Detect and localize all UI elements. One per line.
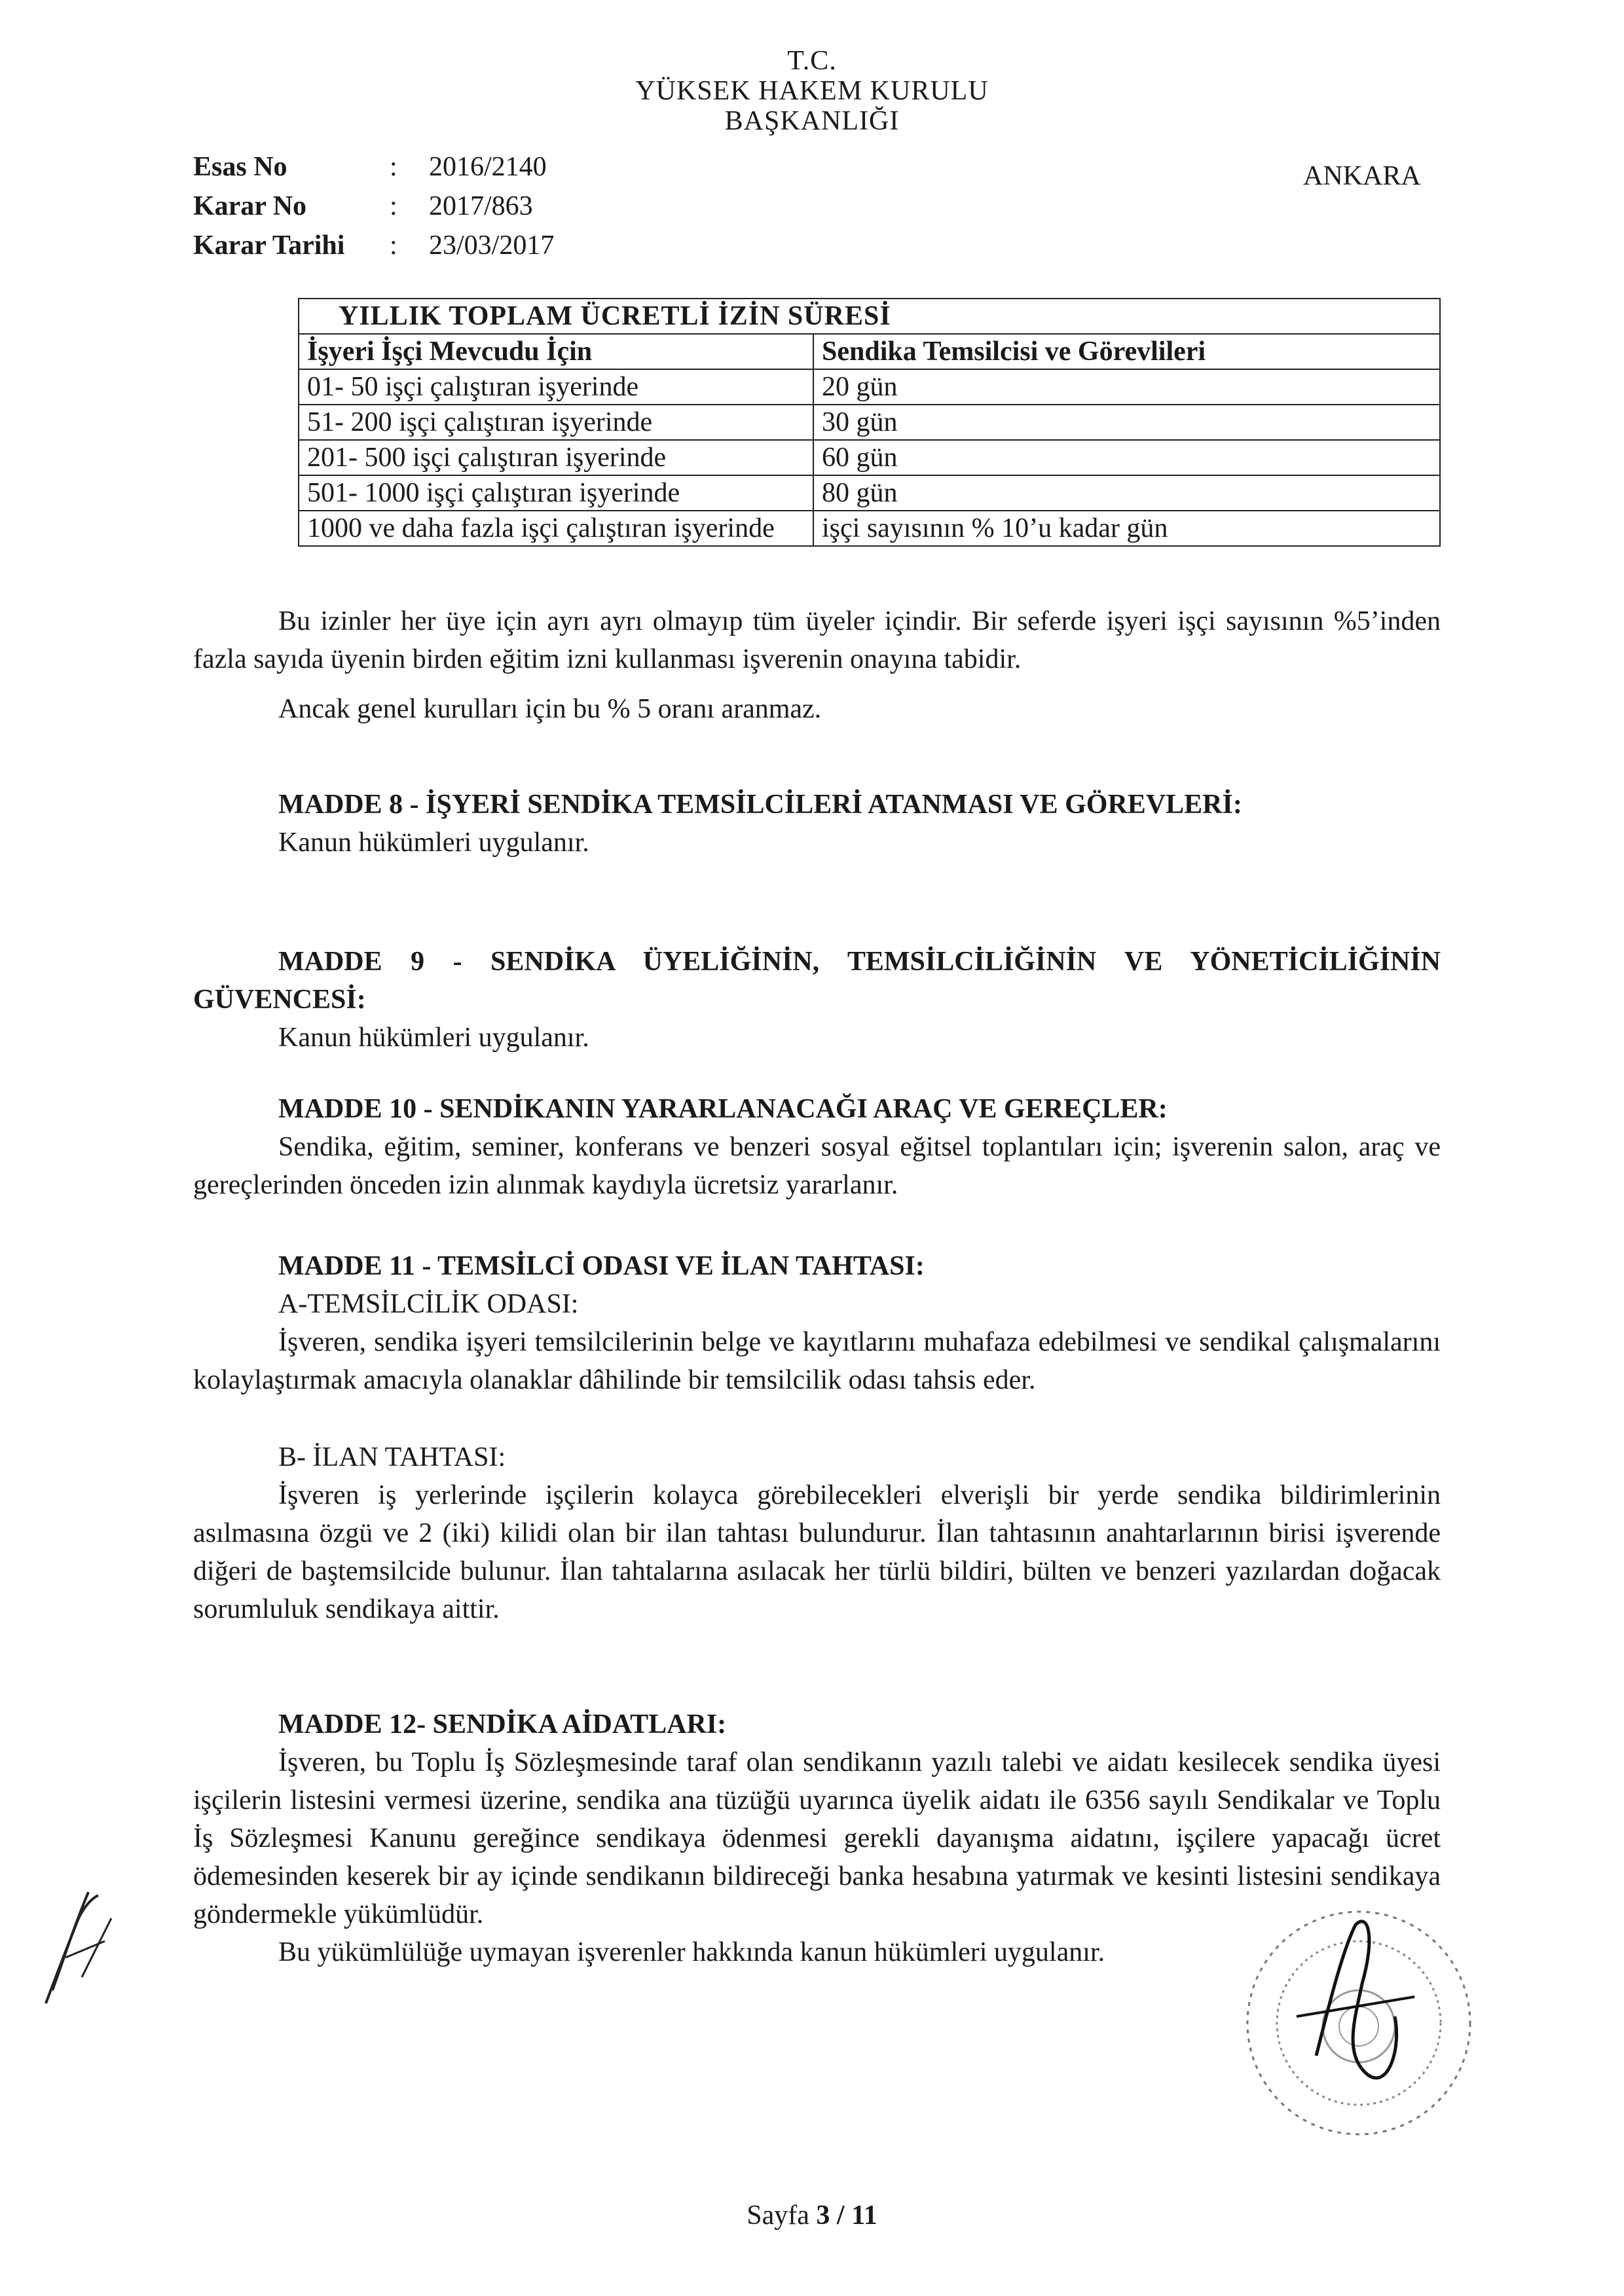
cell-workers: 51- 200 işçi çalıştıran işyerinde <box>299 405 813 440</box>
cell-days: 30 gün <box>813 405 1440 440</box>
article-12-text-2: Bu yükümlülüğe uymayan işverenler hakkında kanun hükümleri uygulanır. <box>278 1937 1105 1967</box>
article-11-a-text: İşveren, sendika işyeri temsilcilerinin belge ve kayıtlarını muhafaza edebilmesi ve sendikal çalışmalarını kolaylaştırmak amacıyla olanaklar dâhilinde bir temsilcilik odası tahsis eder. <box>193 1327 1441 1395</box>
page-current: 3 <box>816 2200 830 2231</box>
article-10 <box>193 1090 1441 1204</box>
article-8-heading: MADDE 8 - İŞYERİ SENDİKA TEMSİLCİLERİ ATANMASI VE GÖREVLERİ: <box>278 790 1242 820</box>
karar-value: 2017/863 <box>429 191 533 221</box>
case-metadata <box>193 147 554 265</box>
meta-row-tarih <box>193 226 554 265</box>
meta-row-karar <box>193 187 554 226</box>
header-tc: T.C. <box>787 46 837 76</box>
city: ANKARA <box>1303 161 1421 191</box>
cell-workers: 1000 ve daha fazla işçi çalıştıran işyerinde <box>299 511 813 546</box>
handwritten-initials-signature <box>26 1879 124 2010</box>
column-header-workers: İşyeri İşçi Mevcudu İçin <box>299 334 813 369</box>
table-row <box>299 511 1440 546</box>
cell-days: 20 gün <box>813 369 1440 405</box>
document-header <box>0 46 1624 136</box>
column-header-days: Sendika Temsilcisi ve Görevlileri <box>813 334 1440 369</box>
page-footer <box>0 2200 1624 2231</box>
meta-row-esas <box>193 147 554 187</box>
article-11-b-text: İşveren iş yerlerinde işçilerin kolayca görebilecekleri elverişli bir yerde sendika bildirimlerinin asılmasına özgü ve 2 (iki) kilidi olan bir ilan tahtası bulundurur. İlan tahtasının anahtarlarının birisi işverende diğeri de baştemsilcide bulunur. İlan tahtalarına asılacak her türlü bildiri, bülten ve benzeri yazılardan doğacak sorumluluk sendikaya aittir. <box>193 1480 1441 1624</box>
header-presidency: BAŞKANLIĞI <box>724 106 900 136</box>
page-separator: / <box>836 2200 845 2231</box>
leave-note-exception: Ancak genel kurulları için bu % 5 oranı aranmaz. <box>278 694 822 724</box>
article-9-text: Kanun hükümleri uygulanır. <box>278 1023 589 1053</box>
table-title: YILLIK TOPLAM ÜCRETLİ İZİN SÜRESİ <box>299 299 1440 334</box>
article-8-text: Kanun hükümleri uygulanır. <box>278 828 589 858</box>
cell-workers: 501- 1000 işçi çalıştıran işyerinde <box>299 475 813 511</box>
article-10-heading: MADDE 10 - SENDİKANIN YARARLANACAĞI ARAÇ VE GEREÇLER: <box>278 1094 1168 1124</box>
article-10-text: Sendika, eğitim, seminer, konferans ve benzeri sosyal eğitsel toplantıları için; işverenin salon, araç ve gereçlerinden önceden izin alınmak kaydıyla ücretsiz yararlanır. <box>193 1132 1441 1200</box>
leave-table <box>298 298 1441 547</box>
cell-days: işçi sayısının % 10’u kadar gün <box>813 511 1440 546</box>
article-11-a-title: A-TEMSİLCİLİK ODASI: <box>278 1289 579 1319</box>
cell-workers: 201- 500 işçi çalıştıran işyerinde <box>299 440 813 475</box>
article-12-text: İşveren, bu Toplu İş Sözleşmesinde taraf olan sendikanın yazılı talebi ve aidatı kesilecek sendika üyesi işçilerin listesini vermesi üzerine, sendika ana tüzüğü uyarınca üyelik aidatı ile 6356 sayılı Sendikalar ve Toplu İş Sözleşmesi Kanunu gereğince sendikaya ödenmesi gerekli dayanışma aidatını, işçilere yapacağı ücret ödemesinden keserek bir ay içinde sendikanın bildireceği banka hesabına yatırmak ve kesinti listesini sendikaya göndermekle yükümlüdür. <box>193 1747 1441 1929</box>
tarih-value: 23/03/2017 <box>429 230 555 261</box>
colon: : <box>390 230 397 261</box>
esas-value: 2016/2140 <box>429 152 547 182</box>
header-institution: YÜKSEK HAKEM KURULU <box>635 76 989 106</box>
article-9 <box>193 943 1441 1057</box>
table-row <box>299 475 1440 511</box>
esas-label: Esas No <box>193 152 287 182</box>
page-label: Sayfa <box>747 2200 809 2231</box>
cell-workers: 01- 50 işçi çalıştıran işyerinde <box>299 369 813 405</box>
table-header-row <box>299 334 1440 369</box>
article-11-heading: MADDE 11 - TEMSİLCİ ODASI VE İLAN TAHTASI: <box>278 1251 925 1281</box>
colon: : <box>390 191 397 221</box>
leave-note-text: Bu izinler her üye için ayrı ayrı olmayıp tüm üyeler içindir. Bir seferde işyeri işçi sayısının %5’inden fazla sayıda üyenin birden eğitim izni kullanması işverenin onayına tabidir. <box>193 606 1441 674</box>
official-seal-stamp <box>1218 1886 1493 2147</box>
karar-label: Karar No <box>193 191 307 221</box>
table-row <box>299 369 1440 405</box>
table-row <box>299 440 1440 475</box>
article-9-heading: MADDE 9 - SENDİKA ÜYELİĞİNİN, TEMSİLCİLİĞİNİN VE YÖNETİCİLİĞİNİN GÜVENCESİ: <box>193 947 1441 1015</box>
cell-days: 80 gün <box>813 475 1440 511</box>
leave-note <box>193 602 1441 728</box>
table-row <box>299 405 1440 440</box>
article-8 <box>193 786 1441 862</box>
article-12-heading: MADDE 12- SENDİKA AİDATLARI: <box>278 1709 727 1740</box>
cell-days: 60 gün <box>813 440 1440 475</box>
article-11-b-title: B- İLAN TAHTASI: <box>278 1442 506 1472</box>
colon: : <box>390 152 397 182</box>
table-title-row <box>299 299 1440 334</box>
page-total: 11 <box>851 2200 877 2231</box>
article-11 <box>193 1247 1441 1628</box>
tarih-label: Karar Tarihi <box>193 230 345 261</box>
